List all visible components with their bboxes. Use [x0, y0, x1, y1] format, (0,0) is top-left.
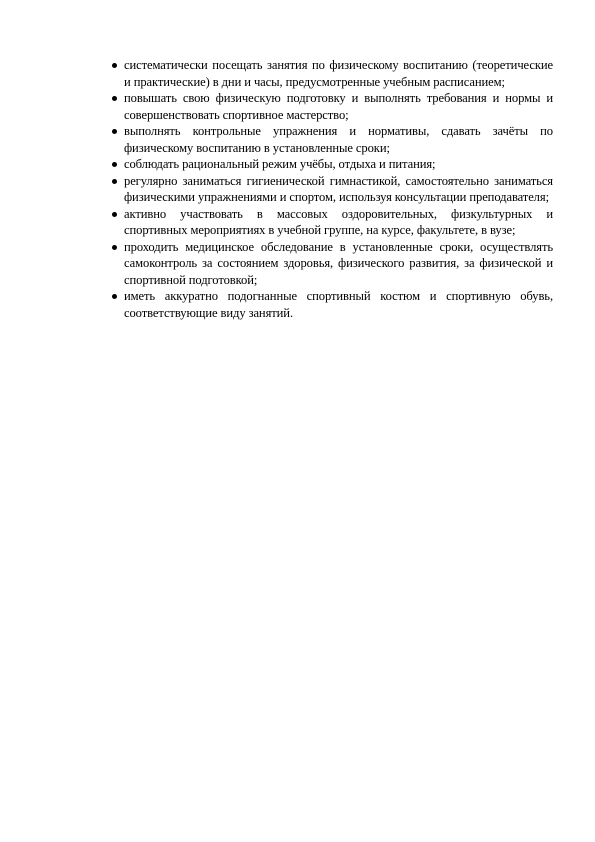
list-item-text: систематически посещать занятия по физическому воспитанию (теоретические и практические) в дни и часы, предусмотренные учебным расписанием; — [124, 58, 553, 89]
bullet-icon — [112, 129, 117, 134]
list-item — [110, 57, 553, 90]
list-item — [110, 206, 553, 239]
list-item-text: иметь аккуратно подогнанные спортивный костюм и спортивную обувь, соответствующие виду занятий. — [124, 289, 553, 320]
list-item — [110, 123, 553, 156]
bullet-list — [110, 57, 553, 321]
list-item-text: соблюдать рациональный режим учёбы, отдыха и питания; — [124, 157, 436, 171]
list-item-text: активно участвовать в массовых оздоровительных, физкультурных и спортивных мероприятиях в учебной группе, на курсе, факультете, в вузе; — [124, 206, 553, 237]
bullet-icon — [112, 63, 117, 68]
list-item-text: повышать свою физическую подготовку и выполнять требования и нормы и совершенствовать спортивное мастерство; — [124, 91, 553, 122]
list-item — [110, 239, 553, 289]
list-item-text: выполнять контрольные упражнения и нормативы, сдавать зачёты по физическому воспитанию в установленные сроки; — [124, 124, 553, 155]
bullet-icon — [112, 294, 117, 299]
list-item-text: проходить медицинское обследование в установленные сроки, осуществлять самоконтроль за состоянием здоровья, физического развития, за физической и спортивной подготовкой; — [124, 239, 553, 287]
bullet-icon — [112, 245, 117, 250]
bullet-icon — [112, 96, 117, 101]
list-item — [110, 173, 553, 206]
list-item — [110, 288, 553, 321]
bullet-icon — [112, 212, 117, 217]
list-item — [110, 90, 553, 123]
bullet-icon — [112, 162, 117, 167]
list-item — [110, 156, 553, 173]
bullet-icon — [112, 179, 117, 184]
list-item-text: регулярно заниматься гигиенической гимнастикой, самостоятельно заниматься физическими упражнениями и спортом, используя консультации преподавателя; — [124, 173, 553, 204]
